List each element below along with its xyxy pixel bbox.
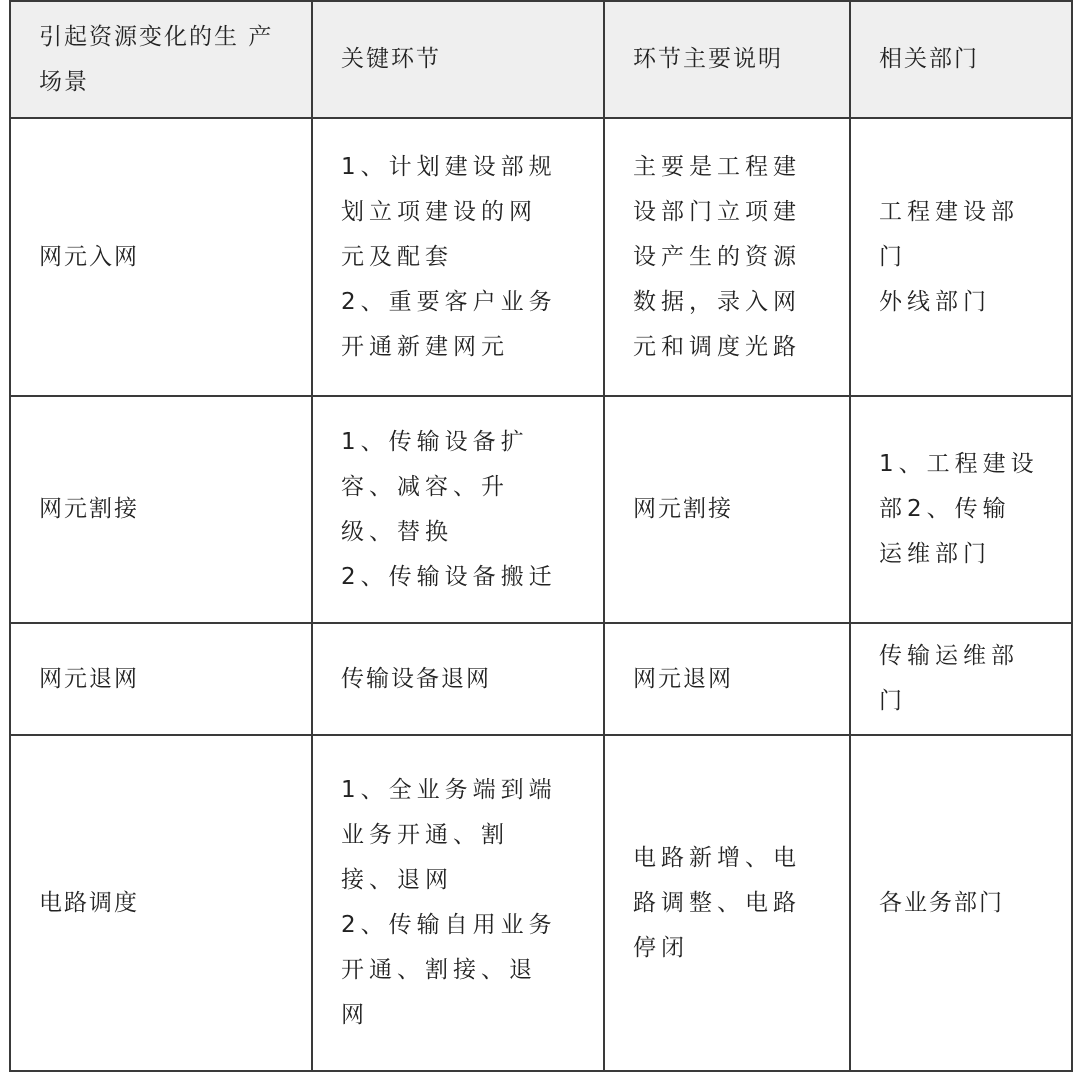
cell-departments xyxy=(850,118,1072,396)
header-key-steps xyxy=(312,1,604,118)
key-steps-line: 级、替换 xyxy=(341,518,453,545)
key-steps-line: 开通、割接、退 xyxy=(341,957,537,983)
cell-scene xyxy=(10,623,312,735)
cell-key-steps xyxy=(312,396,604,623)
departments-line: 1、工程建设 xyxy=(879,451,1039,477)
departments-line: 运维部门 xyxy=(879,541,991,567)
scene-text: 网元入网 xyxy=(39,243,139,270)
cell-description xyxy=(604,623,850,735)
key-steps-line: 业务开通、割 xyxy=(341,822,509,848)
header-key-steps-label: 关键环节 xyxy=(341,46,441,72)
key-steps-line: 容、减容、升 xyxy=(341,473,509,500)
key-steps-line: 2、传输自用业务 xyxy=(341,912,557,938)
cell-description xyxy=(604,396,850,623)
description-line: 设部门立项建 xyxy=(633,198,801,225)
header-row xyxy=(10,1,1072,118)
cell-departments xyxy=(850,396,1072,623)
key-steps-line: 传输设备退网 xyxy=(341,665,491,692)
header-scene-line: 引起资源变化的生 xyxy=(39,23,239,50)
header-departments-label: 相关部门 xyxy=(879,46,979,72)
cell-key-steps xyxy=(312,735,604,1071)
table-row xyxy=(10,118,1072,396)
departments-line: 各业务部门 xyxy=(879,889,1004,916)
description-line: 主要是工程建 xyxy=(633,153,801,180)
key-steps-line: 2、传输设备搬迁 xyxy=(341,563,557,590)
resource-change-table xyxy=(9,0,1073,1072)
description-line: 设产生的资源 xyxy=(633,243,801,270)
departments-line: 门 xyxy=(879,243,907,270)
departments-line: 传输运维部 xyxy=(879,643,1019,669)
header-description-label: 环节主要说明 xyxy=(633,46,783,72)
departments-line: 工程建设部 xyxy=(879,198,1019,225)
description-line: 电路新增、电 xyxy=(633,844,801,871)
cell-description xyxy=(604,118,850,396)
description-line: 路调整、电路 xyxy=(633,889,801,916)
description-line: 网元退网 xyxy=(633,665,733,692)
key-steps-line: 元及配套 xyxy=(341,243,453,270)
cell-key-steps xyxy=(312,623,604,735)
key-steps-line: 1、全业务端到端 xyxy=(341,777,557,803)
key-steps-line: 1、传输设备扩 xyxy=(341,428,529,455)
cell-description xyxy=(604,735,850,1071)
header-departments xyxy=(850,1,1072,118)
cell-key-steps xyxy=(312,118,604,396)
scene-text: 网元割接 xyxy=(39,496,139,522)
header-description xyxy=(604,1,850,118)
key-steps-line: 接、退网 xyxy=(341,867,453,893)
key-steps-line: 网 xyxy=(341,1002,369,1028)
cell-scene xyxy=(10,396,312,623)
key-steps-line: 1、计划建设部规 xyxy=(341,153,557,180)
departments-line: 部2、传输 xyxy=(879,496,1011,522)
departments-line: 门 xyxy=(879,688,907,714)
description-line: 数据，录入网 xyxy=(633,288,801,315)
table-row xyxy=(10,623,1072,735)
scene-text: 电路调度 xyxy=(39,889,139,916)
header-scene xyxy=(10,1,312,118)
cell-scene xyxy=(10,735,312,1071)
departments-line: 外线部门 xyxy=(879,288,991,315)
description-line: 元和调度光路 xyxy=(633,333,801,360)
cell-departments xyxy=(850,735,1072,1071)
cell-scene xyxy=(10,118,312,396)
table-row xyxy=(10,396,1072,623)
key-steps-line: 划立项建设的网 xyxy=(341,198,537,225)
table-row xyxy=(10,735,1072,1071)
description-line: 网元割接 xyxy=(633,496,733,522)
header-scene-line: 产场景 xyxy=(39,23,274,95)
scene-text: 网元退网 xyxy=(39,665,139,692)
key-steps-line: 开通新建网元 xyxy=(341,333,509,360)
key-steps-line: 2、重要客户业务 xyxy=(341,288,557,315)
description-line: 停闭 xyxy=(633,934,689,961)
cell-departments xyxy=(850,623,1072,735)
